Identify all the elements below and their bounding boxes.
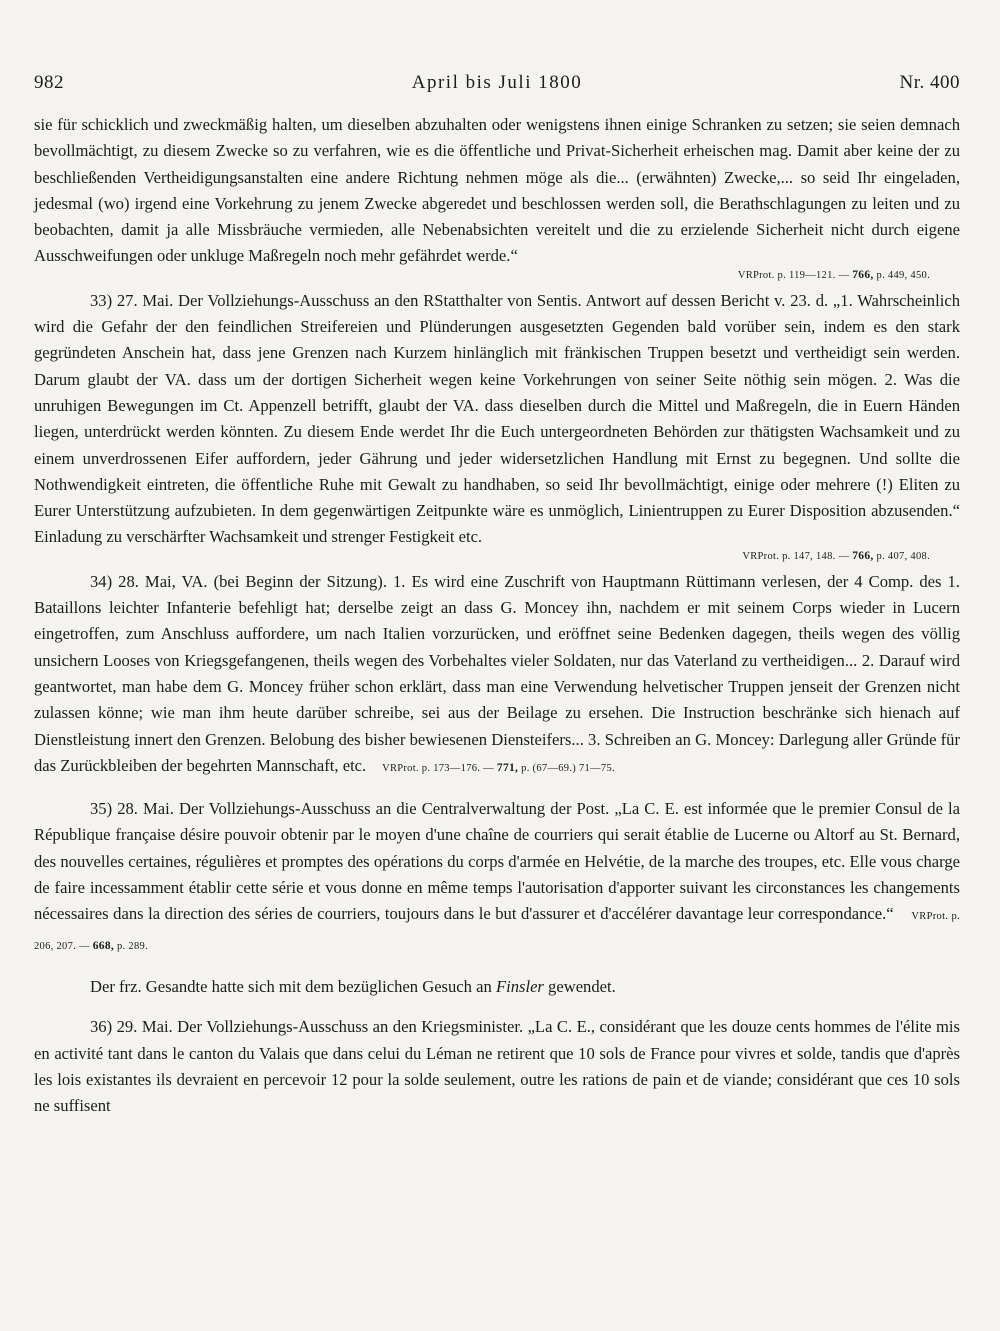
entry-35-text: 35) 28. Mai. Der Vollziehungs-Ausschuss an die Centralverwaltung der Post. „La C. E. est informée que le premier Consul de la République française désire pouvoir obtenir par le moyen d'une chaîne de courriers qui serait établie de Lucerne ou Altorf au St. Bernard, des nouvelles certaines, régulières et promptes des opérations du corps d'armée en Helvétie, de la marche des troupes, etc. Elle vous charge de faire incessamment établir cette série et vous donne en même temps l'autorisation d'apporter suivant les circonstances les changements nécessaires dans la direction des séries de courriers, toujours dans le but d'assurer et d'accélérer davantage leur correspondance.“ (34, 799, 960, 924)
ref-text: VRProt. p. 173—176. — (382, 762, 494, 774)
entry-35 (34, 796, 960, 960)
note-35 (34, 974, 960, 1000)
note-name: Finsler (495, 976, 544, 996)
source-reference (34, 549, 930, 564)
ref-number: 766, (852, 268, 874, 281)
ref-number: 766, (852, 549, 874, 562)
entry-34 (34, 569, 960, 782)
ref-text: VRProt. p. 147, 148. — (742, 550, 850, 562)
source-reference (34, 268, 930, 283)
source-reference (370, 763, 615, 774)
entry-34-text: 34) 28. Mai, VA. (bei Beginn der Sitzung). 1. Es wird eine Zuschrift von Hauptmann Rüttimann verlesen, der 4 Comp. des 1. Bataillons leichter Infanterie befehligt hat; derselbe zeigt an dass G. Moncey ihn, nachdem er mit seinem Corps wieder in Lucern eingetroffen, zum Anschluss auffordere, um nach Italien vorzurücken, und eröffnet seine Bedenken dagegen, theils wegen des völlig unsichern Looses von Kriegsgefangenen, theils wegen des Vorbehaltes vieler Soldaten, nur das Vaterland zu vertheidigen... 2. Darauf wird geantwortet, man habe dem G. Moncey früher schon erklärt, dass man eine Verwendung helvetischer Truppen jenseit der Grenzen nicht zulassen könne; wie man ihm heute darüber schreibe, sei aus der Beilage zu ersehen. Die Instruction beschränke sich hienach auf Dienstleistung innert den Grenzen. Belobung des bisher bewiesenen Diensteifers... 3. Schreiben an G. Moncey: Darlegung aller Gründe für das Zurückbleiben der begehrten Mannschaft, etc. (34, 571, 960, 775)
ref-pages: p. 289. (117, 940, 148, 952)
entry-36: 36) 29. Mai. Der Vollziehungs-Ausschuss an den Kriegsminister. „La C. E., considérant que les douze cents hommes de l'élite mis en activité tant dans le canton du Valais que dans celui du Léman ne retirent que 10 sols de France pour vivres et solde, tandis que d'après les lois existantes ils devraient en percevoir 12 pour la solde seulement, outre les rations de pain et de viande; considérant que ces 10 sols ne suffisent (34, 1017, 960, 1116)
running-title: April bis Juli 1800 (411, 72, 583, 93)
entry-33: 33) 27. Mai. Der Vollziehungs-Ausschuss an den RStatthalter von Sentis. Antwort auf dessen Bericht v. 23. d. „1. Wahrscheinlich wird die Gefahr der den feindlichen Streifereien und Plünderungen ausgesetzten Gegenden bald vorüber sein, indem es den stark gegründeten Anschein hat, dass jene Grenzen nach Kurzem hinlänglich mit fränkischen Truppen besetzt und vertheidigt sein werden. Darum glaubt der VA. dass um der dortigen Sicherheit wegen keine Vorkehrungen von seiner Seite nöthig sein mögen. 2. Was die unruhigen Bewegungen im Ct. Appenzell betrifft, glaubt der VA. dass dieselben durch die Mittel und Maßregeln, die in Euern Händen liegen, unterdrückt werden könnten. Zu diesem Ende werdet Ihr die Euch untergeordneten Behörden zur thätigsten Wachsamkeit und zu einem unverdrossenen Eifer auffordern, jeder Gährung und jeder widersetzlichen Handlung mit Ernst zu begegnen. Und sollte die Nothwendigkeit eintreten, die öffentliche Ruhe mit Gewalt zu handhaben, so seid Ihr bevollmächtigt, einige oder mehrere (!) Eliten zu Eurer Unterstützung aufzubieten. In dem gegenwärtigen Zeitpunkte wäre es unmöglich, Linientruppen zu Eurer Disposition abzusenden.“ Einladung zu verschärfter Wachsamkeit und strenger Festigkeit etc. (34, 290, 960, 547)
ref-text: VRProt. p. 119—121. — (737, 269, 850, 281)
note-text: Der frz. Gesandte hatte sich mit dem bezüglichen Gesuch an (90, 976, 492, 996)
ref-text: VRProt. p. 206, 207. — (34, 911, 960, 952)
ref-pages: p. (67—69.) 71—75. (521, 762, 615, 774)
page-header (34, 72, 960, 98)
paragraph-continuation: sie für schicklich und zweckmäßig halten, um dieselben abzuhalten oder wenigstens ihnen einige Schranken zu setzen; sie seien demnach bevollmächtigt, zu diesem Zwecke so zu verfahren, wie es die öffentliche und Privat-Sicherheit erheischen mag. Damit aber keine der zu beschließenden Vertheidigungsanstalten eine andere Richtung nehmen möge als die... (erwähnten) Zwecke,... so seid Ihr eingeladen, jedesmal (wo) irgend eine Vorkehrung zu jenem Zwecke abgeredet und beschlossen werden soll, die Berathschlagungen zu leiten und zu beobachten, damit ja alle Missbräuche vermieden, alle Nebenabsichten vereitelt und die zu erzielende Sicherheit nicht durch eigene Ausschweifungen oder unkluge Maßregeln noch mehr gefährdet werde.“ (34, 115, 960, 266)
page-body (34, 112, 960, 1119)
document-number: Nr. 400 (899, 72, 960, 93)
ref-pages: p. 449, 450. (876, 269, 930, 281)
ref-pages: p. 407, 408. (876, 550, 930, 562)
ref-number: 668, (92, 939, 115, 952)
page-number: 982 (34, 72, 64, 93)
ref-number: 771, (496, 761, 519, 774)
note-text-end: gewendet. (548, 976, 616, 996)
